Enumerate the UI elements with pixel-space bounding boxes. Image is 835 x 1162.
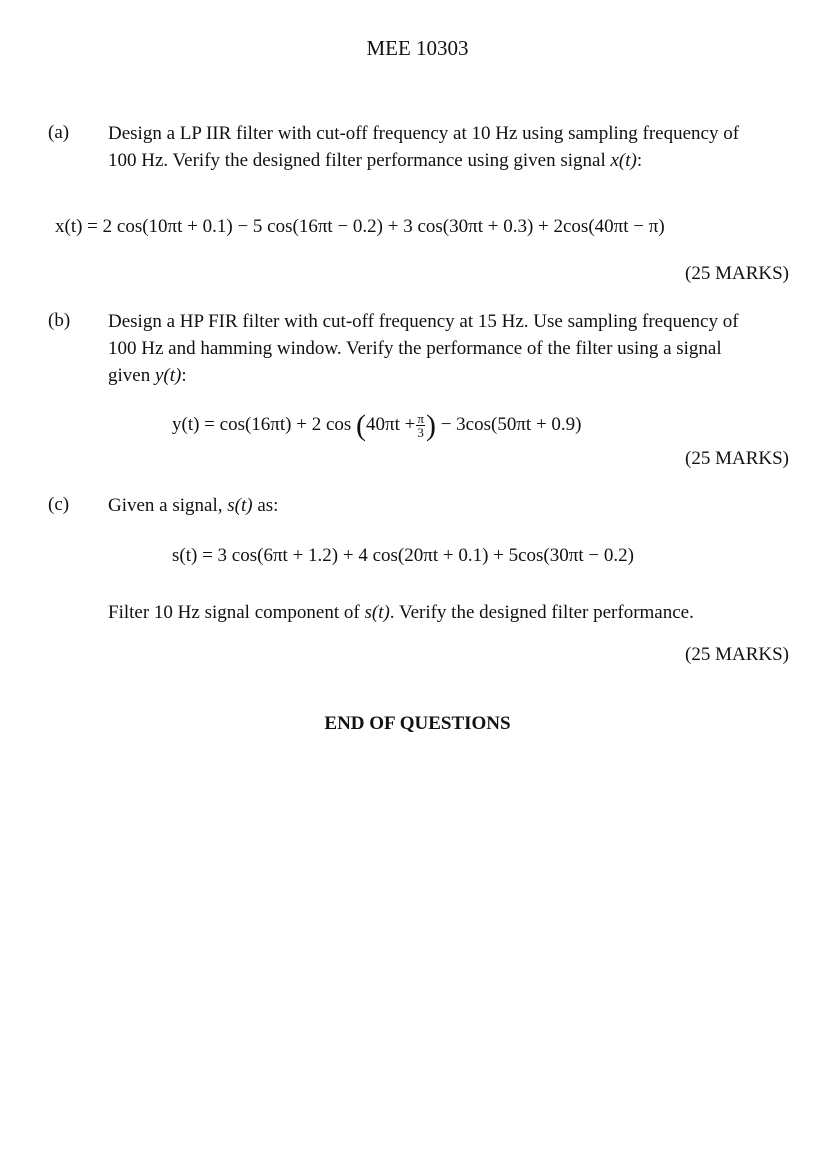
question-b-line-3-end: : xyxy=(181,365,187,386)
question-b-label: (b) xyxy=(48,310,71,331)
close-paren-glyph: ) xyxy=(425,409,436,442)
question-b-line-1: Design a HP FIR filter with cut-off frequency at 15 Hz. Use sampling frequency of xyxy=(108,311,739,332)
question-b-equation-left: y(t) = cos(16πt) + 2 cos xyxy=(172,413,352,435)
question-b-equation xyxy=(172,409,582,442)
question-c-instruction-end: . Verify the designed filter performance. xyxy=(389,602,694,623)
fraction-numerator: π xyxy=(417,411,424,426)
question-b-marks: (25 MARKS) xyxy=(685,448,789,469)
question-b-text xyxy=(108,308,808,389)
question-c-marks: (25 MARKS) xyxy=(685,644,789,665)
fraction-denominator: 3 xyxy=(417,425,424,440)
question-a-line-2 xyxy=(108,147,808,174)
question-a-marks: (25 MARKS) xyxy=(685,263,789,284)
question-b-equation-inner: 40πt + xyxy=(366,413,416,435)
end-of-questions: END OF QUESTIONS xyxy=(324,713,511,734)
question-a-text xyxy=(108,120,808,174)
question-b-equation-right: − 3cos(50πt + 0.9) xyxy=(440,413,582,435)
question-b-line-2: 100 Hz and hamming window. Verify the performance of the filter using a signal xyxy=(108,338,722,359)
question-a-line-2-text: 100 Hz. Verify the designed filter performance using given signal xyxy=(108,150,611,171)
question-c-instruction-var: s(t) xyxy=(364,602,390,623)
question-a-label: (a) xyxy=(48,122,70,143)
question-c-intro-end: as: xyxy=(252,495,279,516)
course-code-header: MEE 10303 xyxy=(366,36,469,60)
question-a-line-1: Design a LP IIR filter with cut-off frequency at 10 Hz using sampling frequency of xyxy=(108,123,740,144)
question-c-instruction xyxy=(108,599,808,626)
question-c-intro xyxy=(108,492,808,519)
question-a-signal-var: x(t) xyxy=(610,150,637,171)
question-a-equation: x(t) = 2 cos(10πt + 0.1) − 5 cos(16πt − 0.2) + 3 cos(30πt + 0.3) + 2cos(40πt − π) xyxy=(55,216,665,237)
question-a-line-2-end: : xyxy=(636,150,643,171)
question-c-equation: s(t) = 3 cos(6πt + 1.2) + 4 cos(20πt + 0.1) + 5cos(30πt − 0.2) xyxy=(172,545,634,566)
question-c-signal-var: s(t) xyxy=(227,495,253,516)
question-b-line-3 xyxy=(108,362,808,389)
question-b-signal-var: y(t) xyxy=(154,365,182,386)
question-c-instruction-text: Filter 10 Hz signal component of xyxy=(108,602,365,623)
open-paren-glyph: ( xyxy=(356,409,367,442)
question-c-label: (c) xyxy=(48,494,70,515)
question-b-line-3-text: given xyxy=(108,365,155,386)
question-c-intro-text: Given a signal, xyxy=(108,495,228,516)
pi-over-3-fraction xyxy=(416,412,425,439)
